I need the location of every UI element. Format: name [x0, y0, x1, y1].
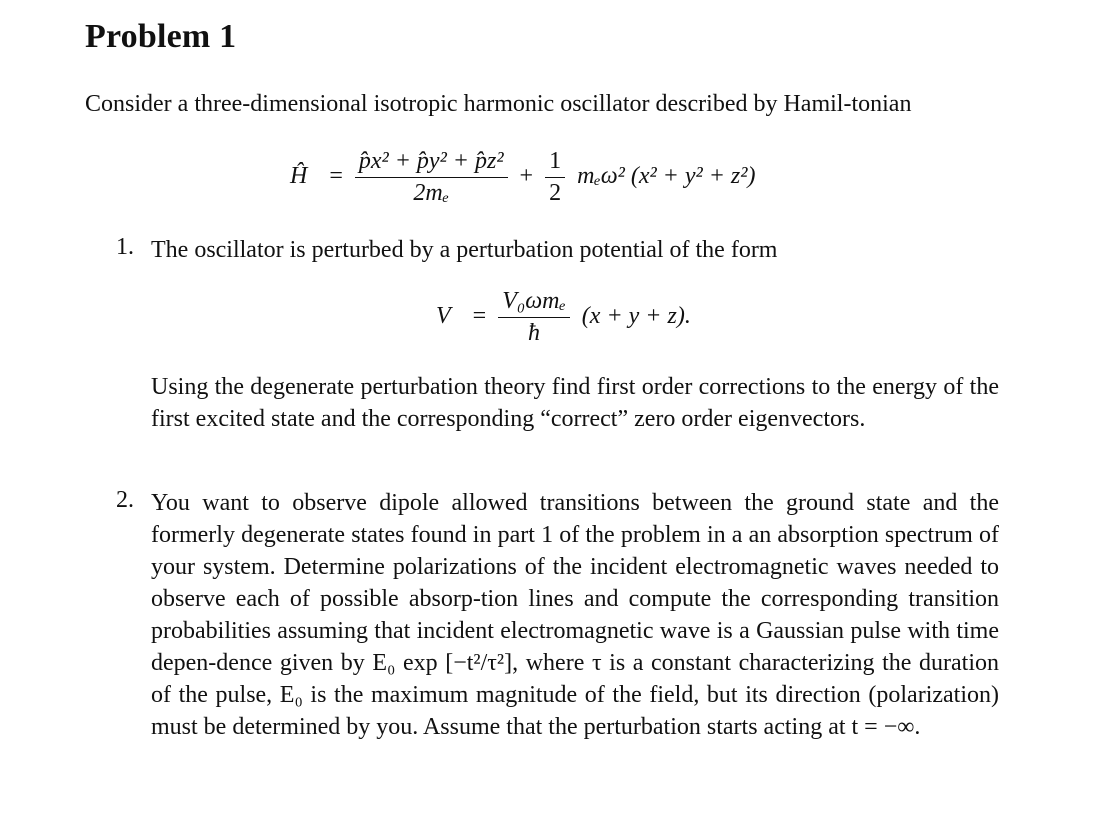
hamiltonian-lhs: Ĥ: [290, 163, 308, 190]
perturbation-fraction: [498, 288, 570, 347]
perturbation-numerator: V₀ωmₑ: [502, 288, 566, 314]
perturbation-equation: [436, 288, 691, 347]
hamiltonian-plus: +: [519, 163, 534, 190]
item-1-lead: The oscillator is perturbed by a perturbation potential of the form: [151, 237, 778, 263]
kinetic-numerator: p̂x² + p̂y² + p̂z²: [358, 148, 504, 174]
half-numerator: 1: [549, 148, 562, 174]
potential-term: mₑω² (x² + y² + z²): [577, 163, 756, 190]
item-2-number: 2.: [116, 487, 134, 513]
hamiltonian-equation: [290, 148, 755, 207]
perturbation-lhs: V: [436, 303, 451, 330]
intro-paragraph: Consider a three-dimensional isotropic harmonic oscillator described by Hamil-tonian: [85, 91, 912, 117]
half-fraction: [545, 148, 565, 207]
hamiltonian-equals: =: [329, 163, 343, 190]
perturbation-tail: (x + y + z).: [581, 303, 691, 330]
item-1-body: Using the degenerate perturbation theory find first order corrections to the energy of the first excited state and the corresponding “correct” zero order eigenvectors.: [151, 374, 999, 432]
item-2-body: You want to observe dipole allowed transitions between the ground state and the formerly degenerate states found in part 1 of the problem in a an absorption spectrum of your system. Determine polarizations of the incident electromagnetic waves needed to observe each of possible absorp-tion lines and compute the corresponding transition probabilities assuming that incident electromagnetic wave is a Gaussian pulse with time depen-dence given by E₀ exp [−t²/τ²], where τ is a constant characterizing the duration of the pulse, E₀ is the maximum magnitude of the field, but its direction (polarization) must be determined by you. Assume that the perturbation starts acting at t = −∞.: [151, 490, 999, 740]
kinetic-fraction: [355, 148, 508, 207]
kinetic-denominator: 2mₑ: [355, 177, 508, 207]
half-denominator: 2: [545, 177, 565, 207]
perturbation-denominator: ħ: [498, 317, 570, 347]
perturbation-equals: =: [472, 303, 487, 330]
problem-title: Problem 1: [85, 18, 237, 55]
item-1-number: 1.: [116, 234, 134, 260]
